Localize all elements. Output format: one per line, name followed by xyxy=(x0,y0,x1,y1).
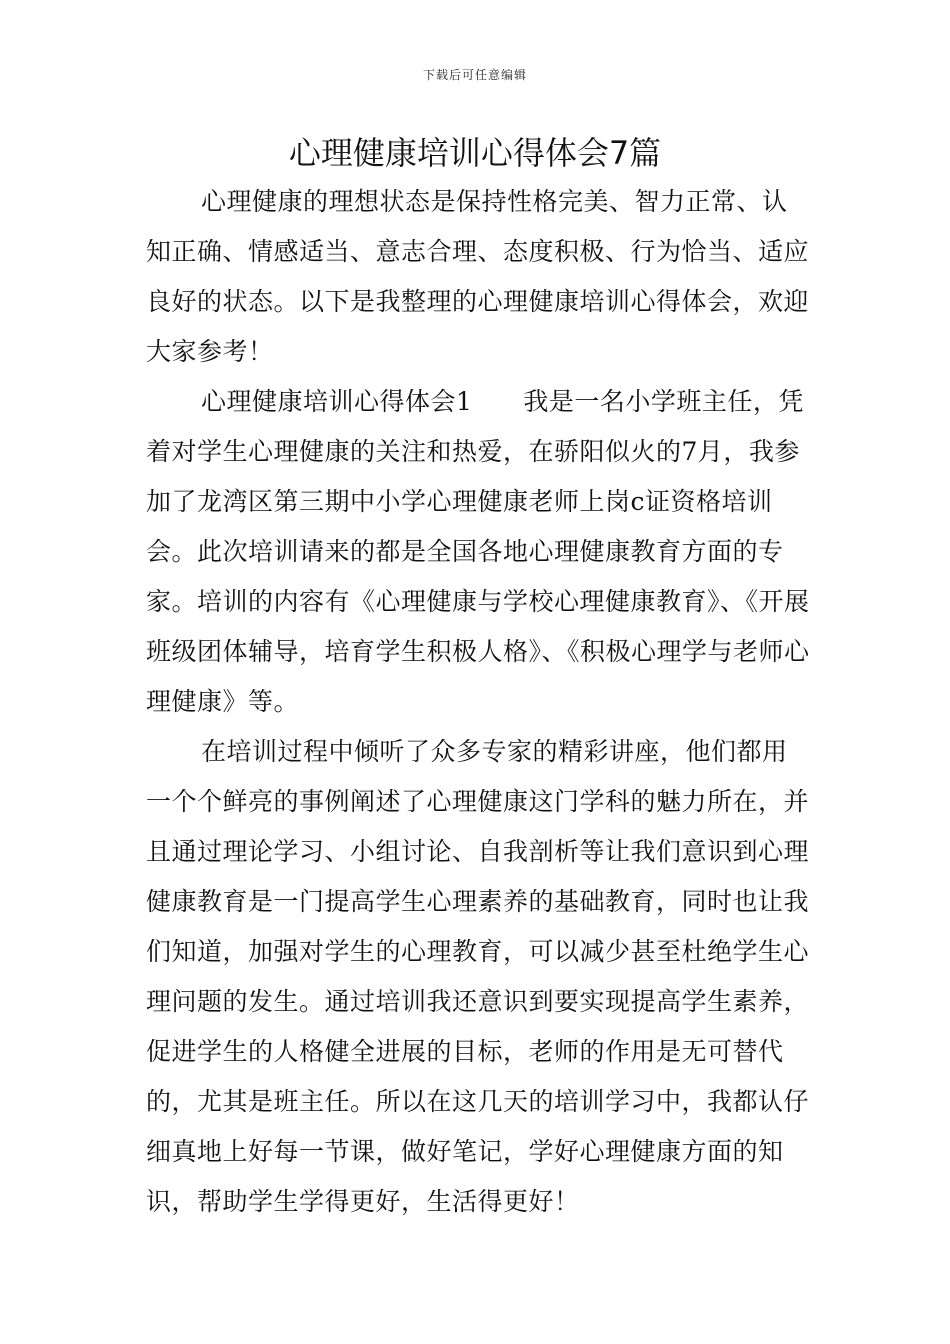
paragraph-section-1: 心理健康培训心得体会1 我是一名小学班主任，凭着对学生心理健康的关注和热爱，在骄阳似火的7月，我参加了龙湾区第三期中小学心理健康老师上岗c证资格培训会。此次培训请来的都是全国各地心理健康教育方面的专家。培训的内容有《心理健康与学校心理健康教育》、《开展班级团体辅导，培育学生积极人格》、《积极心理学与老师心理健康》等。 xyxy=(146,387,810,716)
paragraph-training-process: 在培训过程中倾听了众多专家的精彩讲座，他们都用一个个鲜亮的事例阐述了心理健康这门学科的魅力所在，并且通过理论学习、小组讨论、自我剖析等让我们意识到心理健康教育是一门提高学生心理素养的基础教育，同时也让我们知道，加强对学生的心理教育，可以减少甚至杜绝学生心理问题的发生。通过培训我还意识到要实现提高学生素养，促进学生的人格健全进展的目标，老师的作用是无可替代的，尤其是班主任。所以在这几天的培训学习中，我都认仔细真地上好每一节课，做好笔记，学好心理健康方面的知识，帮助学生学得更好，生活得更好！ xyxy=(146,737,810,1216)
header-note: 下载后可任意编辑 xyxy=(422,68,527,82)
paragraph-intro: 心理健康的理想状态是保持性格完美、智力正常、认知正确、情感适当、意志合理、态度积极、行为恰当、适应良好的状态。以下是我整理的心理健康培训心得体会，欢迎大家参考！ xyxy=(146,187,810,366)
document-title: 心理健康培训心得体会7篇 xyxy=(288,134,662,172)
document-body xyxy=(146,177,811,1227)
